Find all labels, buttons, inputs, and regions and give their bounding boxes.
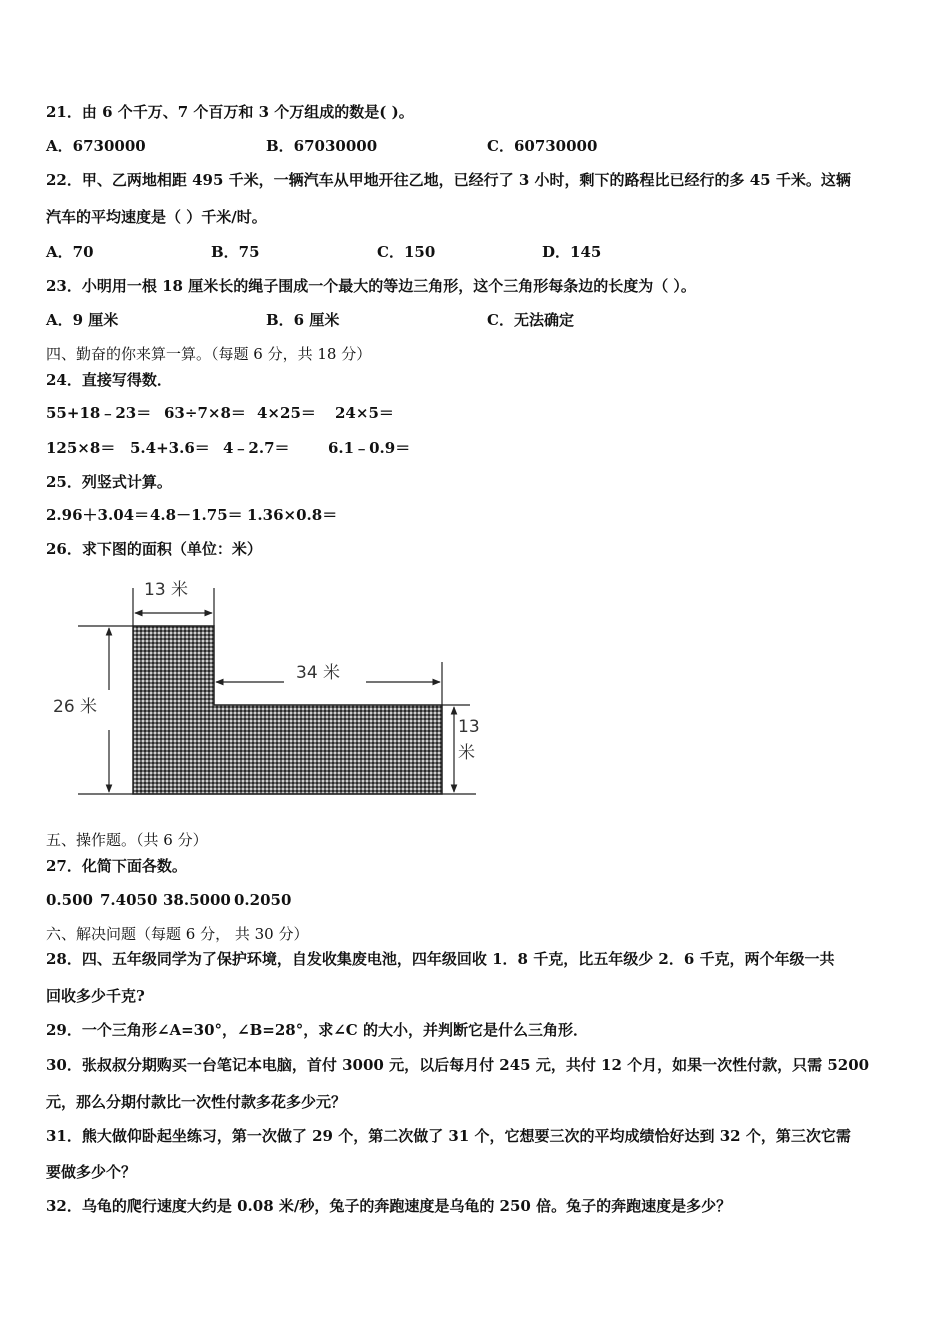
q21-option-a: A．6730000 — [46, 137, 146, 155]
q24-item: 4﹣2.7＝ — [223, 439, 290, 457]
q24-item: 24×5＝ — [335, 404, 394, 422]
q26-stem: 26．求下图的面积（单位：米） — [46, 540, 262, 558]
q24-stem: 24．直接写得数． — [46, 371, 172, 389]
q27-item: 0.2050 — [234, 891, 292, 909]
q24-item: 125×8＝ — [46, 439, 116, 457]
q22-option-b: B．75 — [211, 243, 260, 261]
q21-option-b: B．67030000 — [266, 137, 378, 155]
section5-title: 五、操作题。（共 6 分） — [46, 831, 208, 849]
q27-item: 7.4050 — [100, 891, 158, 909]
q24-item: 63÷7×8＝ — [164, 404, 246, 422]
q31-stem-line2: 要做多少个？ — [46, 1163, 137, 1181]
bottom-length-label: 34 米 — [296, 663, 341, 683]
q27-stem: 27．化简下面各数。 — [46, 857, 187, 875]
left-height-label: 26 米 — [53, 697, 98, 717]
q32-stem: 32．乌龟的爬行速度大约是 0.08 米/秒，兔子的奔跑速度是乌龟的 250 倍。兔子的奔跑速度是多少？ — [46, 1197, 732, 1215]
q24-item: 55+18﹣23＝ — [46, 404, 152, 422]
q21-stem: 21．由 6 个千万、7 个百万和 3 个万组成的数是( )。 — [46, 103, 414, 121]
right-height-number: 13 — [458, 717, 480, 737]
q30-stem-line2: 元，那么分期付款比一次性付款多花多少元？ — [46, 1093, 347, 1111]
q27-item: 0.500 — [46, 891, 93, 909]
q22-stem-line2: 汽车的平均速度是（ ）千米/时。 — [46, 208, 267, 226]
q28-stem-line1: 28．四、五年级同学为了保护环境，自发收集废电池，四年级回收 1．8 千克，比五年级少 2．6 千克，两个年级一共 — [46, 950, 835, 968]
q23-option-b: B．6 厘米 — [266, 311, 340, 329]
right-height-unit: 米 — [458, 743, 475, 763]
q22-option-d: D．145 — [542, 243, 602, 261]
q24-item: 6.1﹣0.9＝ — [328, 439, 411, 457]
q23-option-a: A．9 厘米 — [46, 311, 119, 329]
l-shape-figure — [46, 572, 486, 804]
top-width-label: 13 米 — [144, 580, 189, 600]
q31-stem-line1: 31．熊大做仰卧起坐练习，第一次做了 29 个，第二次做了 31 个，它想要三次的平均成绩恰好达到 32 个，第三次它需 — [46, 1127, 851, 1145]
q22-option-c: C．150 — [377, 243, 436, 261]
section4-title: 四、勤奋的你来算一算。（每题 6 分，共 18 分） — [46, 345, 372, 363]
q22-stem-line1: 22．甲、乙两地相距 495 千米，一辆汽车从甲地开往乙地，已经行了 3 小时，剩下的路程比已经行的多 45 千米。这辆 — [46, 171, 851, 189]
section6-title: 六、解决问题（每题 6 分， 共 30 分） — [46, 925, 309, 943]
q25-stem: 25．列竖式计算。 — [46, 473, 172, 491]
q30-stem-line1: 30．张叔叔分期购买一台笔记本电脑，首付 3000 元，以后每月付 245 元，共付 12 个月，如果一次性付款，只需 5200 — [46, 1056, 870, 1074]
q25-item: 1.36×0.8＝ — [247, 506, 338, 524]
q24-item: 5.4+3.6＝ — [130, 439, 210, 457]
q25-item: 4.8－1.75＝ — [150, 506, 243, 524]
q24-item: 4×25＝ — [257, 404, 316, 422]
q23-stem: 23．小明用一根 18 厘米长的绳子围成一个最大的等边三角形，这个三角形每条边的长度为（ ）。 — [46, 277, 696, 295]
l-shape — [133, 626, 442, 794]
q29-stem: 29．一个三角形∠A=30°，∠B=28°，求∠C 的大小，并判断它是什么三角形． — [46, 1021, 588, 1039]
q22-option-a: A．70 — [46, 243, 94, 261]
q28-stem-line2: 回收多少千克? — [46, 987, 145, 1005]
q27-item: 38.5000 — [163, 891, 231, 909]
q23-option-c: C．无法确定 — [487, 311, 574, 329]
q25-item: 2.96＋3.04＝ — [46, 506, 150, 524]
q21-option-c: C．60730000 — [487, 137, 598, 155]
